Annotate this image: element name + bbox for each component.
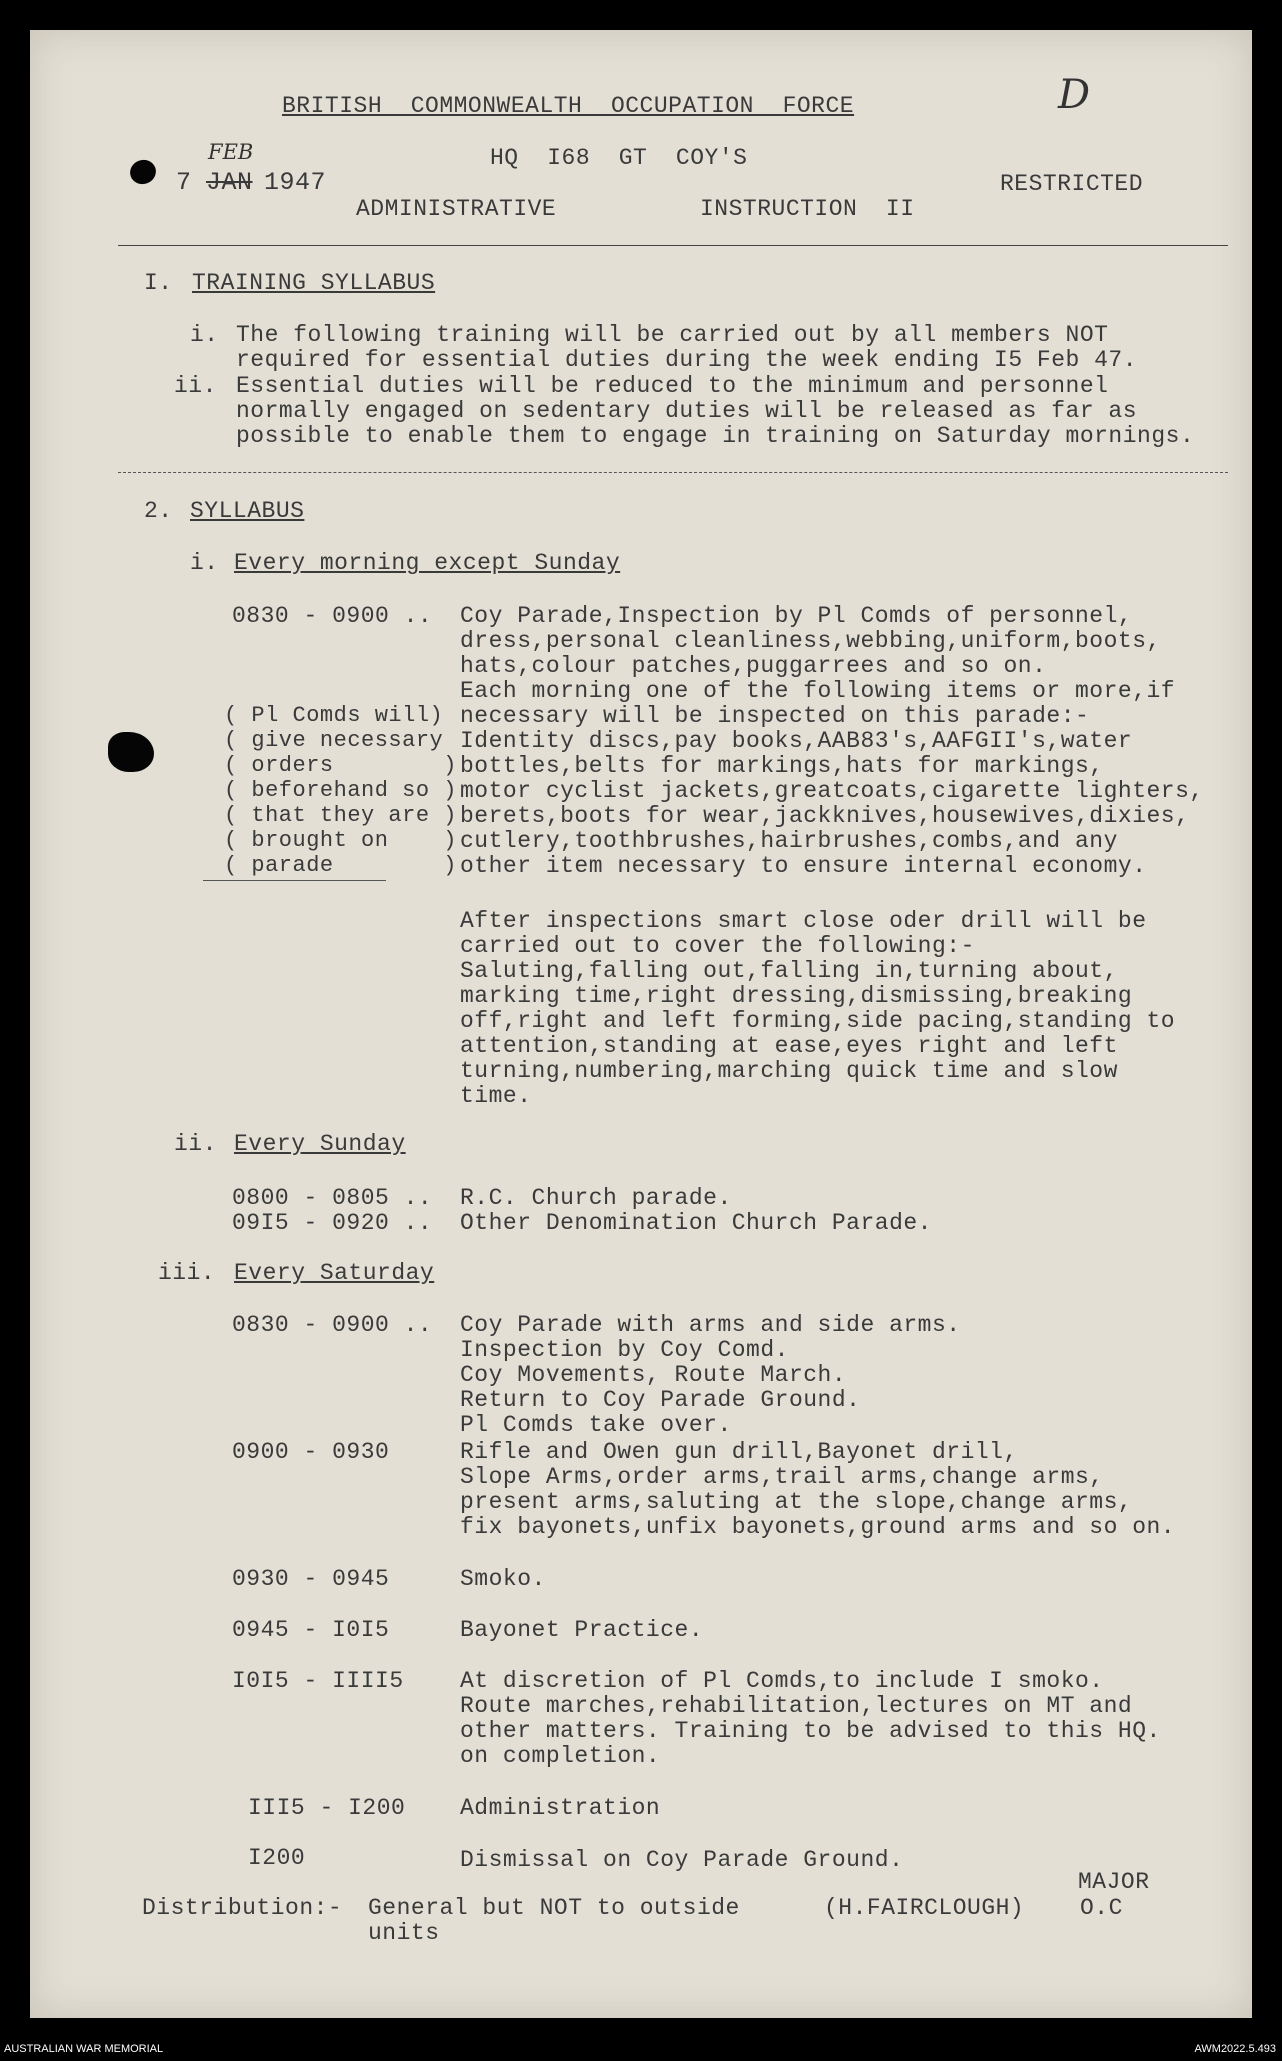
sunday-time-1: 0800 - 0805 .. — [232, 1185, 433, 1211]
punch-hole-middle — [108, 732, 154, 772]
section2-heading: SYLLABUS — [190, 498, 305, 524]
sat-5-line-3: other matters. Training to be advised to this HQ. — [460, 1718, 1161, 1744]
note-line-7: ( parade ) — [224, 853, 457, 878]
note-line-1: ( Pl Comds will) — [224, 703, 444, 728]
note-line-3: ( orders ) — [224, 753, 457, 778]
morning-line-6: Identity discs,pay books,AAB83's,AAFGII's,water — [460, 728, 1133, 754]
drill-line-8: time. — [460, 1083, 532, 1109]
s1-item2-line2: normally engaged on sedentary duties will be released as far as — [236, 398, 1138, 424]
sat-1-line-5: Pl Comds take over. — [460, 1412, 732, 1438]
morning-line-4: Each morning one of the following items or more,if — [460, 678, 1176, 704]
drill-line-3: Saluting,falling out,falling in,turning about, — [460, 958, 1118, 984]
morning-number: i. — [190, 550, 219, 576]
s1-item1-line1: The following training will be carried out by all members NOT — [236, 322, 1109, 348]
section1-heading: TRAINING SYLLABUS — [192, 270, 436, 296]
section1-number: I. — [144, 270, 173, 296]
sat-time-4: 0945 - I0I5 — [232, 1617, 390, 1643]
s1-item2-line3: possible to enable them to engage in training on Saturday mornings. — [236, 423, 1195, 449]
note-line-5: ( that they are ) — [224, 803, 457, 828]
morning-line-11: other item necessary to ensure internal economy. — [460, 853, 1147, 879]
sat-3-line-1: Smoko. — [460, 1566, 546, 1592]
distribution-line-2: units — [368, 1920, 440, 1946]
s1-item2-line1: Essential duties will be reduced to the minimum and personnel — [236, 373, 1109, 399]
section2-number: 2. — [144, 498, 173, 524]
s1-item2-num: ii. — [174, 373, 217, 399]
sat-time-3: 0930 - 0945 — [232, 1566, 390, 1592]
doc-type: ADMINISTRATIVE — [356, 196, 557, 222]
morning-line-3: hats,colour patches,puggarrees and so on. — [460, 653, 1047, 679]
sat-7-line-1: Dismissal on Coy Parade Ground. — [460, 1847, 904, 1873]
s1-item1-num: i. — [190, 322, 219, 348]
s1-item1-line2: required for essential duties during the week ending I5 Feb 47. — [236, 347, 1138, 373]
sat-2-line-4: fix bayonets,unfix bayonets,ground arms and so on. — [460, 1514, 1176, 1540]
morning-time: 0830 - 0900 .. — [232, 603, 433, 629]
sunday-text-2: Other Denomination Church Parade. — [460, 1210, 932, 1236]
date-day: 7 — [176, 168, 192, 197]
sat-5-line-2: Route marches,rehabilitation,lectures on MT and — [460, 1693, 1133, 1719]
sat-time-1: 0830 - 0900 .. — [232, 1312, 433, 1338]
date-month-handwritten: FEB — [208, 140, 254, 164]
sat-6-line-1: Administration — [460, 1795, 661, 1821]
sat-5-line-4: on completion. — [460, 1743, 661, 1769]
morning-heading: Every morning except Sunday — [234, 550, 621, 576]
drill-line-2: carried out to cover the following:- — [460, 933, 975, 959]
drill-line-7: turning,numbering,marching quick time and slow — [460, 1058, 1118, 1084]
sat-2-line-2: Slope Arms,order arms,trail arms,change arms, — [460, 1464, 1104, 1490]
footer-accession: AWM2022.5.493 — [1194, 2043, 1276, 2055]
drill-line-6: attention,standing at ease,eyes right and left — [460, 1033, 1118, 1059]
sat-1-line-3: Coy Movements, Route March. — [460, 1362, 847, 1388]
sat-time-2: 0900 - 0930 — [232, 1439, 390, 1465]
section1-divider — [118, 472, 1228, 473]
sat-2-line-3: present arms,saluting at the slope,change arms, — [460, 1489, 1133, 1515]
morning-line-2: dress,personal cleanliness,webbing,uniform,boots, — [460, 628, 1161, 654]
sunday-text-1: R.C. Church parade. — [460, 1185, 732, 1211]
drill-line-1: After inspections smart close oder drill will be — [460, 908, 1147, 934]
sat-2-line-1: Rifle and Owen gun drill,Bayonet drill, — [460, 1439, 1018, 1465]
header-divider — [118, 245, 1228, 246]
unit-name: HQ I68 GT COY'S — [490, 145, 748, 171]
saturday-heading: Every Saturday — [234, 1260, 435, 1286]
classification: RESTRICTED — [1000, 171, 1144, 197]
sat-5-line-1: At discretion of Pl Comds,to include I smoko. — [460, 1668, 1104, 1694]
note-line-6: ( brought on ) — [224, 828, 457, 853]
morning-line-7: bottles,belts for markings,hats for markings, — [460, 753, 1104, 779]
note-underline — [203, 880, 386, 881]
note-line-2: ( give necessary — [224, 728, 444, 753]
signatory-role: O.C — [1080, 1895, 1123, 1921]
sunday-time-2: 09I5 - 0920 .. — [232, 1210, 433, 1236]
sat-time-7: I200 — [248, 1845, 306, 1871]
date-month-struck: JAN — [206, 168, 253, 197]
sat-1-line-4: Return to Coy Parade Ground. — [460, 1387, 861, 1413]
drill-line-5: off,right and left forming,side pacing,standing to — [460, 1008, 1176, 1034]
morning-line-1: Coy Parade,Inspection by Pl Comds of personnel, — [460, 603, 1133, 629]
distribution-line-1: General but NOT to outside — [368, 1895, 740, 1921]
note-line-4: ( beforehand so ) — [224, 778, 457, 803]
morning-line-10: cutlery,toothbrushes,hairbrushes,combs,and any — [460, 828, 1118, 854]
morning-line-5: necessary will be inspected on this parade:- — [460, 703, 1090, 729]
org-title: BRITISH COMMONWEALTH OCCUPATION FORCE — [282, 93, 855, 119]
signatory-name: (H.FAIRCLOUGH) — [824, 1895, 1025, 1921]
morning-line-8: motor cyclist jackets,greatcoats,cigarette lighters, — [460, 778, 1204, 804]
saturday-number: iii. — [158, 1260, 216, 1286]
corner-mark: D — [1058, 72, 1091, 118]
distribution-label: Distribution:- — [142, 1895, 343, 1921]
sat-1-line-1: Coy Parade with arms and side arms. — [460, 1312, 961, 1338]
sat-4-line-1: Bayonet Practice. — [460, 1617, 704, 1643]
sat-time-5: I0I5 - IIII5 — [232, 1668, 404, 1694]
morning-line-9: berets,boots for wear,jackknives,housewives,dixies, — [460, 803, 1190, 829]
footer-source: AUSTRALIAN WAR MEMORIAL — [4, 2043, 164, 2055]
drill-line-4: marking time,right dressing,dismissing,breaking — [460, 983, 1133, 1009]
signatory-rank: MAJOR — [1078, 1869, 1150, 1895]
date-year: 1947 — [264, 168, 327, 197]
sunday-heading: Every Sunday — [234, 1131, 406, 1157]
sat-time-6: III5 - I200 — [248, 1795, 406, 1821]
sat-1-line-2: Inspection by Coy Comd. — [460, 1337, 789, 1363]
instruction-number: INSTRUCTION II — [700, 196, 915, 222]
sunday-number: ii. — [174, 1131, 217, 1157]
